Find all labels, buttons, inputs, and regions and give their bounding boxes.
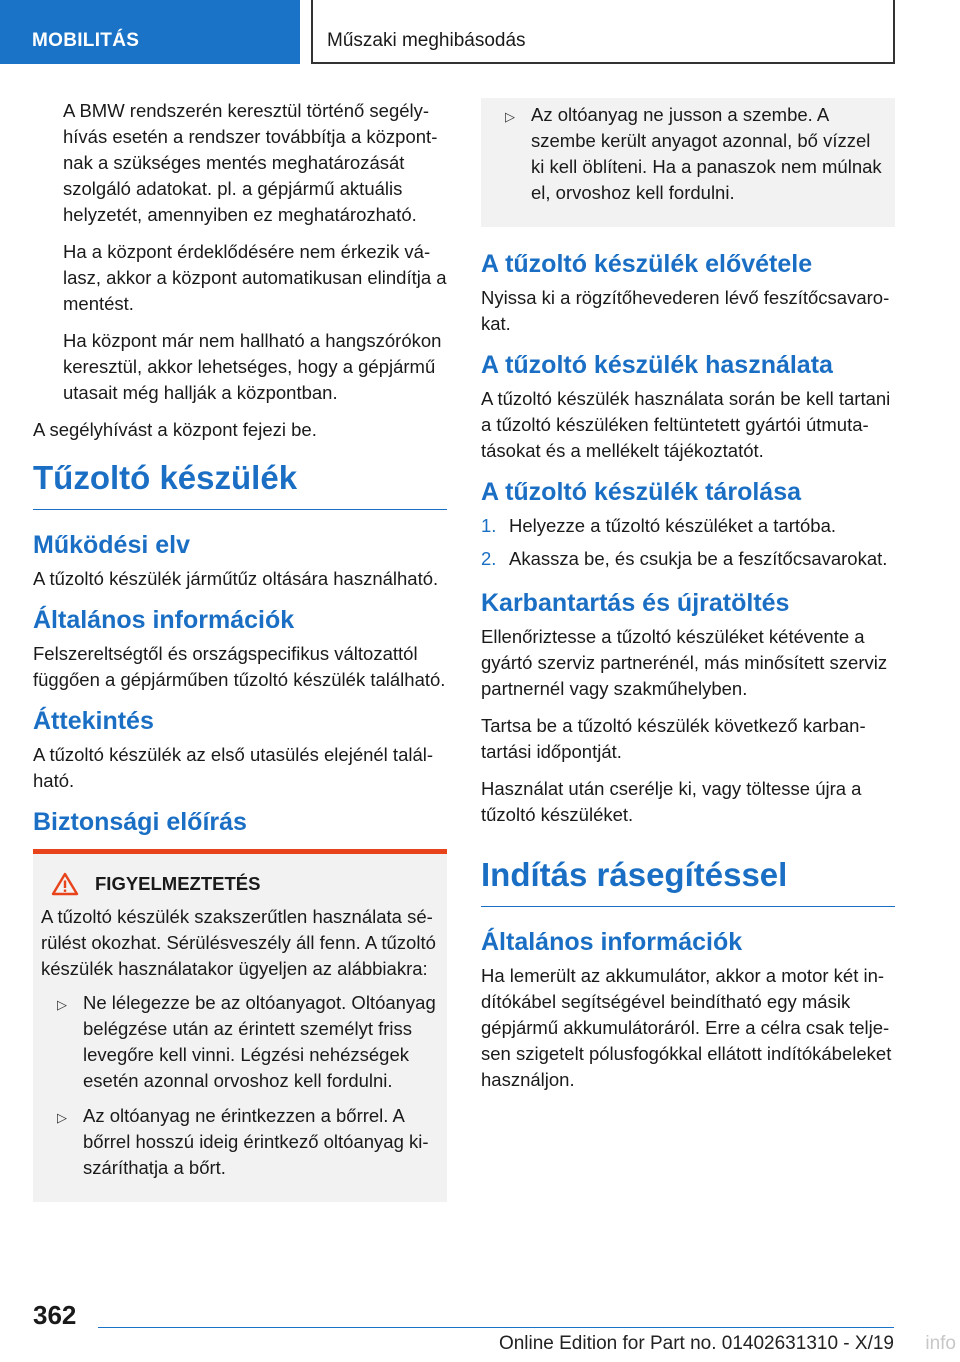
section-text-general-info: Felszereltségtől és országspecifikus változattól függően a gépjárműben tűzoltó készülék található. (33, 643, 446, 690)
intro-paragraph-1: A BMW rendszerén keresztül történő segélyhívás esetén a rendszer továbbítja a központnak a szükséges mentés meghatározását szolgáló adatokat. pl. a gépjármű aktuális helyzetét, amennyiben ez meghatározható. (63, 100, 438, 225)
header-chapter-label: Műszaki meghibásodás (327, 30, 526, 51)
section-title-storage: A tűzoltó készülék tárolása (481, 478, 801, 506)
footer-edition: Online Edition for Part no. 01402631310 - X/19 (498, 1333, 894, 1354)
header-section-tab (0, 0, 300, 64)
step-number: 2. (481, 548, 497, 569)
intro-paragraph-2: Ha a központ érdeklődésére nem érkezik válasz, akkor a központ automatikusan elindítja a mentést. (63, 241, 447, 314)
chapter-title-jump-start: Indítás rásegítéssel (481, 854, 895, 907)
closing-paragraph: A segélyhívást a központ fejezi be. (33, 419, 317, 440)
chapter-title-fire-extinguisher: Tűzoltó készülék (33, 457, 447, 510)
header-chapter-box (311, 0, 895, 64)
section-text-usage: A tűzoltó készülék használata során be kell tartani a tűzoltó készüléken feltüntetett gyártói útmutatásokat és a mellékelt tájékoztatót. (481, 388, 891, 461)
right-column (481, 98, 895, 1104)
section-title-jump-general-info: Általános információk (481, 928, 743, 956)
warning-bullet-1: Ne lélegezze be az oltóanyagot. Oltóanyag belégzése után az érintett személyt friss levegőre kell vinni. Légzési nehézségek esetén azonnal orvoshoz kell fordulni. (83, 992, 436, 1091)
triangle-right-icon: ▷ (57, 1110, 67, 1125)
list-item (489, 102, 887, 206)
page-number: 362 (33, 1300, 77, 1330)
section-title-maintenance: Karbantartás és újratöltés (481, 589, 790, 617)
maintenance-paragraph-3: Használat után cserélje ki, vagy töltesse újra a tűzoltó készüléket. (481, 778, 862, 825)
list-item (481, 513, 895, 539)
section-title-principle: Működési elv (33, 531, 190, 559)
footer-watermark: info (925, 1333, 956, 1354)
list-item (41, 990, 439, 1094)
warning-triangle-icon (51, 872, 79, 896)
triangle-right-icon: ▷ (57, 997, 67, 1012)
section-text-overview: A tűzoltó készülék az első utasülés elejénél található. (33, 744, 434, 791)
warning-box (33, 849, 447, 1202)
section-title-usage: A tűzoltó készülék használata (481, 351, 833, 379)
section-title-overview: Áttekintés (33, 707, 154, 735)
intro-paragraph-3: Ha központ már nem hallható a hangszórókon keresztül, akkor lehetséges, hogy a gépjármű utasait még hallják a központban. (63, 330, 442, 403)
warning-bullet-2: Az oltóanyag ne érintkezzen a bőrrel. A bőrrel hosszú ideig érintkező oltóanyag kiszáríthatja a bőrt. (83, 1105, 429, 1178)
warning-box-continued (481, 98, 895, 227)
header-section-label: MOBILITÁS (32, 30, 140, 51)
list-item (41, 1103, 439, 1181)
step-text: Akassza be, és csukja be a feszítőcsavarokat. (509, 548, 888, 569)
left-column (33, 98, 447, 1202)
section-title-general-info: Általános információk (33, 606, 295, 634)
list-item (481, 546, 895, 572)
step-text: Helyezze a tűzoltó készüléket a tartóba. (509, 515, 837, 536)
storage-steps (481, 513, 895, 572)
warning-text: A tűzoltó készülék szakszerűtlen használata sérülést okozhat. Sérülésveszély áll fenn. A tűzoltó készülék használatakor ügyeljen az alábbiakra: (41, 906, 436, 979)
warning-bullet-list-continued (489, 102, 887, 206)
section-text-principle: A tűzoltó készülék járműtűz oltására használható. (33, 568, 439, 589)
section-title-safety: Biztonsági előírás (33, 808, 247, 836)
maintenance-paragraph-2: Tartsa be a tűzoltó készülék következő karbantartási időpontját. (481, 715, 866, 762)
section-title-removal: A tűzoltó készülék elővétele (481, 250, 813, 278)
warning-title: FIGYELMEZTETÉS (95, 873, 261, 894)
section-text-removal: Nyissa ki a rögzítőhevederen lévő feszítőcsavarokat. (481, 287, 890, 334)
triangle-right-icon: ▷ (505, 109, 515, 124)
warning-header (41, 872, 439, 896)
warning-bullet-3: Az oltóanyag ne jusson a szembe. A szembe került anyagot azonnal, bő vízzel ki kell öblíteni. Ha a panaszok nem múlnak el, orvoshoz kell fordulni. (531, 104, 882, 203)
warning-bullet-list (41, 990, 439, 1181)
footer-divider (98, 1327, 894, 1328)
maintenance-paragraph-1: Ellenőriztesse a tűzoltó készüléket kétévente a gyártó szerviz partnerénél, más minősített szerviz partnernél vagy szakműhelyben. (481, 626, 888, 699)
section-text-jump-general-info: Ha lemerült az akkumulátor, akkor a motor két indítókábel segítségével beindítható egy másik gépjármű akkumulátoráról. Erre a célra csak teljesen szigetelt pólusfogókkal ellátott indítókábeleket használjon. (481, 965, 892, 1090)
step-number: 1. (481, 515, 497, 536)
